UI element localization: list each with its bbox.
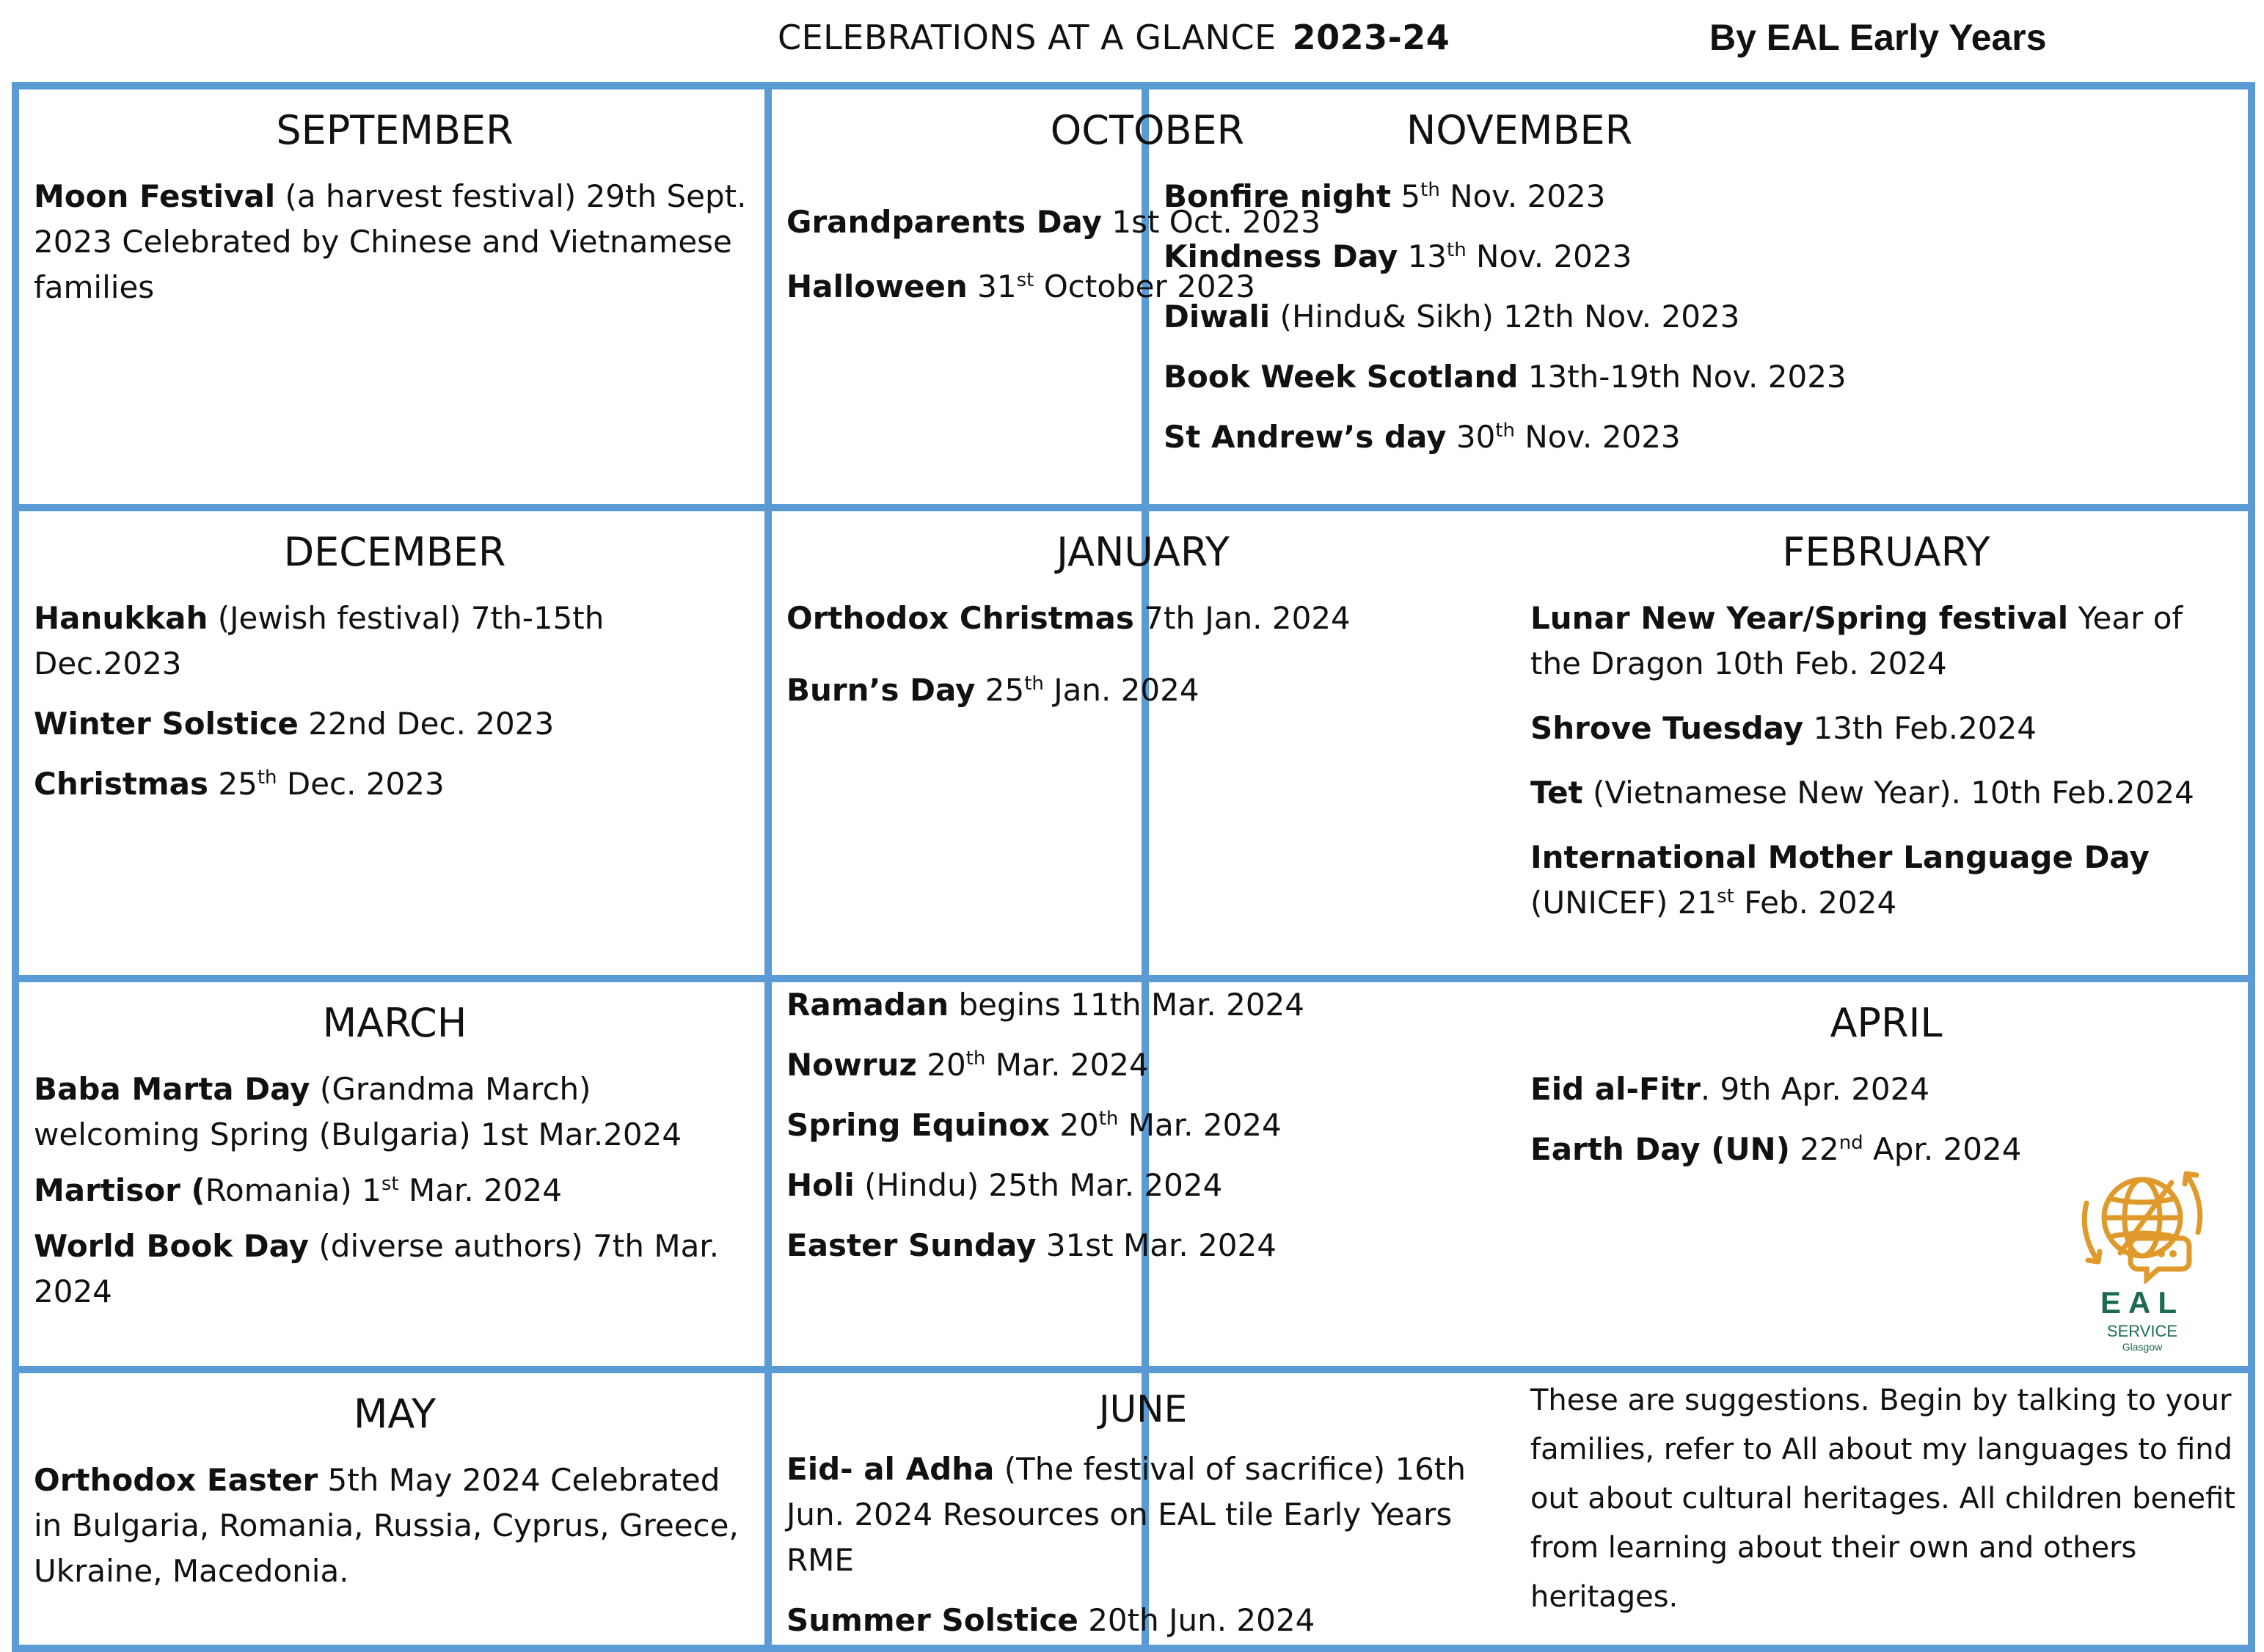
event-name: World Book Day [34,1228,310,1264]
event-item [786,982,1500,1028]
event-name: Christmas [34,766,209,802]
event-name: Spring Equinox [786,1107,1050,1143]
event-name: Lunar New Year/Spring festival [1530,600,2069,636]
event-date: (Grandma March) welcoming Spring (Bulgaria) 1st Mar.2024 [34,1071,682,1152]
event-item [786,1042,1500,1088]
event-item [786,1447,1500,1583]
event-item [1530,770,2242,816]
event-date-rest: October 2023 [1034,268,1256,304]
event-date-rest: Apr. 2024 [1863,1131,2022,1167]
event-name: Kindness Day [1164,238,1398,274]
date-suffix: th [1495,420,1515,442]
event-item [786,1163,1500,1208]
event-name: Halloween [786,268,968,304]
event-name: Martisor ( [34,1172,205,1208]
grid-divider [19,504,2248,511]
event-date: Romania) 1 [205,1172,381,1208]
event-item [1164,414,2239,460]
month-title: APRIL [1830,1000,1943,1046]
event-item [34,761,756,807]
event-item [1164,354,2239,400]
month-title: JUNE [1098,1388,1188,1430]
event-item [34,1168,756,1213]
event-date: (a harvest festival) 29th Sept. 2023 Celebrated by Chinese and Vietnamese families [34,178,747,305]
date-suffix: st [1717,885,1734,907]
event-item [34,1067,756,1158]
month-cell-november [1149,89,2248,504]
event-date: 7th Jan. 2024 [1133,600,1351,636]
event-date: (Hindu& Sikh) 12th Nov. 2023 [1270,299,1740,335]
event-date: begins 11th Mar. 2024 [949,987,1304,1023]
month-title: SEPTEMBER [276,107,514,153]
month-cell-january [772,511,1508,975]
event-date: 31 [967,268,1017,304]
event-date: 13 [1398,238,1447,274]
event-name: Nowruz [786,1047,917,1083]
event-name: Bonfire night [1164,178,1392,214]
event-item [1530,835,2242,926]
date-suffix: th [1447,239,1467,261]
month-title: NOVEMBER [1406,107,1633,153]
event-name: Baba Marta Day [34,1071,310,1107]
event-name: Orthodox Christmas [786,600,1134,636]
event-list [786,982,1500,1268]
event-list [786,596,1500,713]
event-date: 30 [1446,419,1496,455]
event-date-rest: Jan. 2024 [1043,672,1199,708]
event-name: Tet [1530,775,1583,811]
date-suffix: th [1098,1108,1119,1130]
month-cell-march [19,982,764,1366]
date-suffix: th [965,1048,986,1070]
event-item [786,1103,1500,1148]
month-title: MAY [353,1391,437,1437]
event-list [34,596,756,807]
event-name: Ramadan [786,987,949,1023]
event-date: (Jewish festival) 7th-15th Dec.2023 [34,600,605,681]
event-date-rest: Dec. 2023 [277,766,445,802]
event-date: (UNICEF) 21 [1530,885,1717,921]
event-list [34,1067,756,1315]
event-date: 22 [1789,1131,1839,1167]
month-title: OCTOBER [1050,107,1245,153]
page-title: CELEBRATIONS AT A GLANCE 2023-24 [778,18,1450,57]
event-date-rest: Feb. 2024 [1734,885,1897,921]
event-name: Holi [786,1167,855,1203]
event-item [786,1223,1500,1268]
event-list [1164,174,2239,460]
event-date: 25 [975,672,1025,708]
event-name: Shrove Tuesday [1530,710,1804,746]
event-name: Hanukkah [34,600,208,636]
event-list [1530,1067,2242,1172]
event-date: 31st Mar. 2024 [1036,1227,1277,1263]
event-date-rest: Nov. 2023 [1466,238,1632,274]
event-name: Earth Day (UN) [1530,1131,1790,1167]
grid-divider [19,1366,2248,1373]
event-date: 13th-19th Nov. 2023 [1518,359,1847,395]
suggestions-note: These are suggestions. Begin by talking to your families, refer to All about my languages to find out about cultural heritages. All children benefit from learning about their own and others heritages. [1530,1384,2235,1614]
event-item [34,174,756,310]
month-title: JANUARY [1056,529,1230,575]
event-date: (Hindu) 25th Mar. 2024 [854,1167,1223,1203]
event-date: (Vietnamese New Year). 10th Feb.2024 [1582,775,2194,811]
event-name: Easter Sunday [786,1227,1037,1263]
date-suffix: st [1016,269,1034,291]
event-list [786,1447,1500,1643]
event-date-rest: Nov. 2023 [1439,178,1606,214]
grid-divider [19,975,2248,982]
event-date: 13th Feb.2024 [1803,710,2037,746]
grid-divider [764,89,772,1645]
event-date: 5th May 2024 Celebrated in Bulgaria, Romania, Russia, Cyprus, Greece, Ukraine, Macedonia. [34,1462,739,1589]
event-item [1530,596,2242,687]
event-date: (The festival of sacrifice) 16th Jun. 2024 Resources on EAL tile Early Years RME [786,1451,1466,1578]
date-suffix: th [1420,179,1440,201]
event-item [34,701,756,747]
event-list [34,174,756,310]
calendar-grid [12,82,2255,1652]
suggestions-note-cell [1516,1373,2251,1652]
logo-text-glasgow: Glasgow [2122,1341,2163,1353]
event-list [1530,596,2242,926]
event-item [1530,706,2242,751]
globe-speech-icon [2062,1159,2223,1284]
month-cell-september [19,89,764,504]
eal-service-logo [2062,1159,2223,1379]
event-date: 25 [208,766,258,802]
month-cell-december [19,511,764,975]
event-date: 20 [1049,1107,1099,1143]
event-name: Orthodox Easter [34,1462,318,1498]
month-cell-june [772,1373,1508,1652]
event-date-rest: Mar. 2024 [1118,1107,1282,1143]
month-title: DECEMBER [283,529,506,575]
month-title: MARCH [322,1000,467,1046]
title-year: 2023-24 [1292,18,1450,57]
event-item [786,1598,1500,1643]
event-item [34,596,756,687]
event-date: Year of the Dragon 10th Feb. 2024 [1530,600,2183,681]
event-date: (diverse authors) 7th Mar. 2024 [34,1228,720,1309]
event-name: Eid al-Fitr [1530,1071,1701,1107]
date-suffix: th [257,767,277,789]
date-suffix: th [1024,673,1044,695]
event-date-rest: Mar. 2024 [985,1047,1149,1083]
date-suffix: nd [1838,1132,1863,1154]
event-item [34,1224,756,1315]
event-date: 5 [1391,178,1421,214]
event-name: Grandparents Day [786,204,1102,240]
event-list [34,1458,756,1594]
event-date: 20th Jun. 2024 [1078,1602,1315,1638]
event-date: 22nd Dec. 2023 [298,706,555,742]
event-name: International Mother Language Day [1530,839,2150,875]
event-item [34,1458,756,1594]
event-name: Diwali [1164,299,1271,335]
date-suffix: st [381,1173,399,1195]
event-item [1164,174,2239,219]
logo-text-eal: EAL [2100,1285,2184,1320]
month-cell-february [1516,511,2251,975]
event-name: Book Week Scotland [1164,359,1519,395]
event-name: Eid- al Adha [786,1451,995,1487]
event-name: Burn’s Day [786,672,976,708]
event-item [786,596,1500,641]
event-name: St Andrew’s day [1164,419,1447,455]
event-name: Moon Festival [34,178,276,214]
event-item [1530,1067,2242,1112]
event-date-rest: Nov. 2023 [1514,419,1681,455]
event-date: 20 [916,1047,966,1083]
event-date-rest: Mar. 2024 [398,1172,562,1208]
month-cell-may [19,1373,764,1652]
event-item [1164,234,2239,279]
event-date: . 9th Apr. 2024 [1700,1071,1930,1107]
month-title: FEBRUARY [1782,529,1990,575]
month-cell-march-continued [772,982,1508,1366]
event-name: Summer Solstice [786,1602,1078,1638]
byline: By EAL Early Years [1709,17,2047,58]
event-item [1164,294,2239,340]
event-item [786,668,1500,713]
event-date: 1st Oct. 2023 [1102,204,1321,240]
event-name: Winter Solstice [34,706,299,742]
page-header [0,0,2264,81]
logo-text-service: SERVICE [2106,1322,2178,1340]
